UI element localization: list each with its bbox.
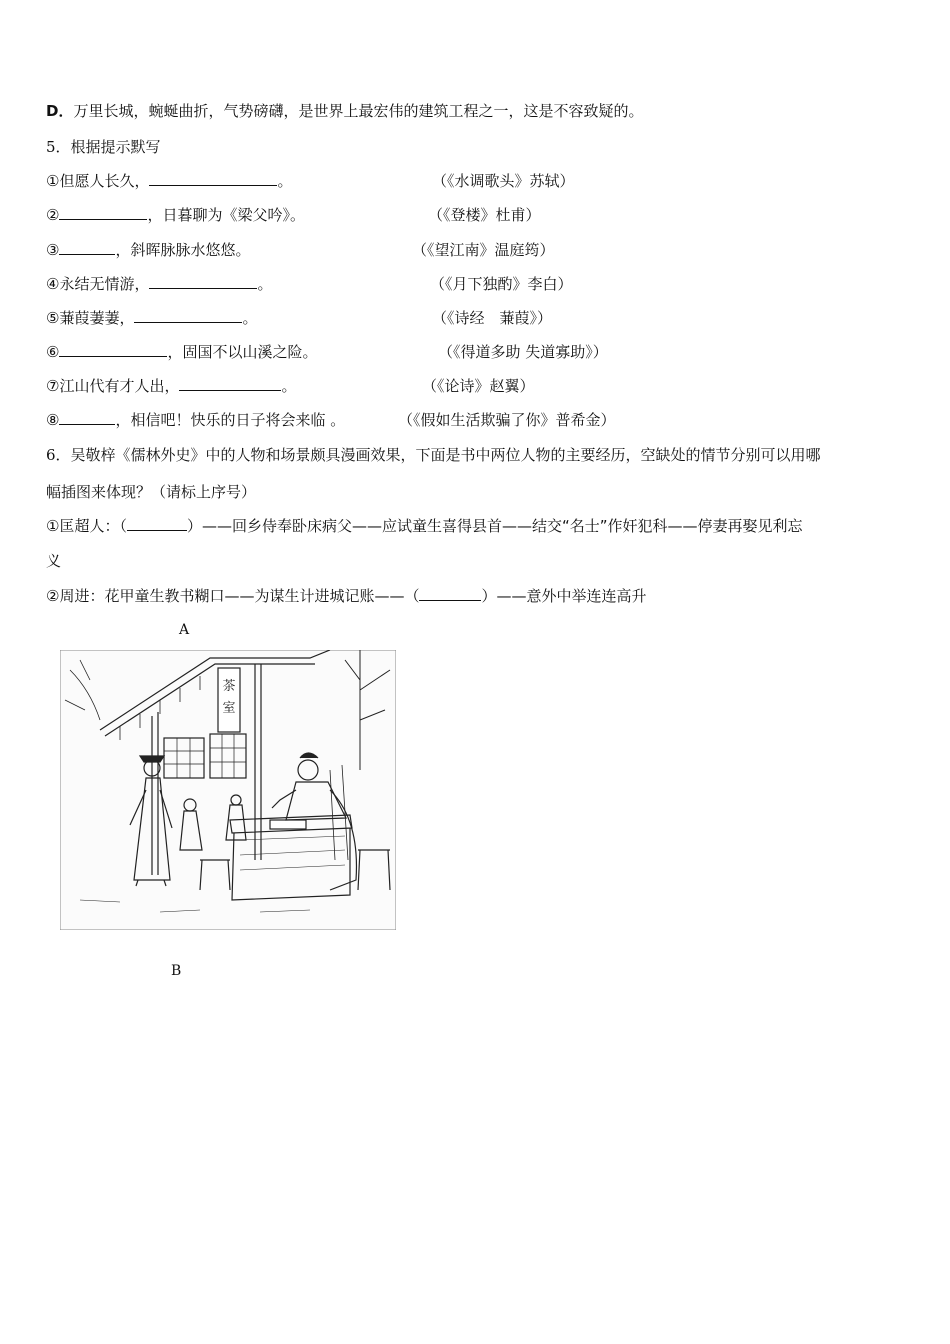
q6-item-2 <box>46 586 646 606</box>
answer-blank[interactable] <box>127 516 187 531</box>
option-d <box>46 101 643 121</box>
answer-blank[interactable] <box>134 308 242 323</box>
q6-item-1-post: ）——回乡侍奉卧床病父——应试童生喜得县首——结交“名士”作奸犯科——停妻再娶见利忘 <box>186 517 803 535</box>
q5-item-8-post: ，相信吧！快乐的日子将会来临 。 <box>115 411 346 429</box>
answer-blank[interactable] <box>179 376 281 391</box>
q6-number: 6． <box>46 446 71 464</box>
q6-item-1-cont: 义 <box>46 552 62 570</box>
q5-item-1 <box>46 171 292 191</box>
q5-item-3-source: （《望江南》温庭筠） <box>412 241 555 259</box>
q5-item-1-post: 。 <box>277 172 293 190</box>
q6-item-2-pre: ②周进：花甲童生教书糊口——为谋生计进城记账——（ <box>46 587 420 605</box>
q5-item-2-post: ，日暮聊为《梁父吟》。 <box>147 206 305 224</box>
q5-item-3-pre: ③ <box>46 241 60 259</box>
q5-item-6-pre: ⑥ <box>46 343 60 361</box>
q5-item-1-pre: ①但愿人长久， <box>46 172 150 190</box>
figure-b-label: B <box>171 963 182 979</box>
q5-item-3 <box>46 240 250 260</box>
answer-blank[interactable] <box>149 171 277 186</box>
q6-stem-text: 吴敬梓《儒林外史》中的人物和场景颇具漫画效果，下面是书中两位人物的主要经历，空缺处的情节分别可以用哪 <box>70 446 821 464</box>
q5-item-6 <box>46 342 317 362</box>
answer-blank[interactable] <box>59 410 115 425</box>
q5-item-2-pre: ② <box>46 206 60 224</box>
q6-item-2-post: ）——意外中举连连高升 <box>481 587 647 605</box>
q6-stem-line1 <box>46 445 821 465</box>
q5-item-2 <box>46 205 305 225</box>
q5-item-5 <box>46 308 257 328</box>
q5-title: 根据提示默写 <box>70 138 161 156</box>
answer-blank[interactable] <box>149 274 257 289</box>
shop-sign-char: 室 <box>222 701 236 716</box>
q5-item-8-pre: ⑧ <box>46 411 60 429</box>
q5-item-6-source: （《得道多助 失道寡助》） <box>438 343 608 361</box>
q5-item-4-post: 。 <box>257 275 273 293</box>
q6-stem-line2: 幅插图来体现？（请标上序号） <box>46 483 257 501</box>
q5-item-5-source: （《诗经 蒹葭》） <box>432 309 553 327</box>
q6-item-1-pre: ①匡超人：（ <box>46 517 127 535</box>
q5-item-4 <box>46 274 272 294</box>
q5-item-6-post: ，固国不以山溪之险。 <box>167 343 318 361</box>
q5-item-7 <box>46 376 296 396</box>
answer-blank[interactable] <box>419 586 481 601</box>
q5-item-3-post: ，斜晖脉脉水悠悠。 <box>115 241 251 259</box>
q5-item-1-source: （《水调歌头》苏轼） <box>432 172 575 190</box>
q5-item-4-pre: ④永结无情游， <box>46 275 150 293</box>
figure-a-illustration <box>60 650 396 930</box>
answer-blank[interactable] <box>59 342 167 357</box>
shop-sign-char: 茶 <box>222 679 236 694</box>
shop-sign <box>218 668 240 732</box>
option-d-text: 万里长城，蜿蜒曲折，气势磅礴，是世界上最宏伟的建筑工程之一，这是不容致疑的。 <box>73 102 644 120</box>
q5-item-4-source: （《月下独酌》李白） <box>430 275 573 293</box>
q5-item-5-pre: ⑤蒹葭萋萋， <box>46 309 135 327</box>
q5-item-8 <box>46 410 345 430</box>
q5-item-5-post: 。 <box>242 309 258 327</box>
answer-blank[interactable] <box>59 205 147 220</box>
q5-item-8-source: （《假如生活欺骗了你》普希金） <box>398 411 616 429</box>
q5-heading <box>46 137 161 157</box>
q5-item-7-post: 。 <box>281 377 297 395</box>
q5-number: 5． <box>46 138 71 156</box>
option-d-label: D． <box>46 102 74 120</box>
q5-item-7-source: （《论诗》赵翼） <box>422 377 535 395</box>
q6-item-1 <box>46 516 803 536</box>
figure-a-label: A <box>179 622 190 638</box>
q5-item-7-pre: ⑦江山代有才人出， <box>46 377 180 395</box>
q5-item-2-source: （《登楼》杜甫） <box>428 206 541 224</box>
answer-blank[interactable] <box>59 240 115 255</box>
